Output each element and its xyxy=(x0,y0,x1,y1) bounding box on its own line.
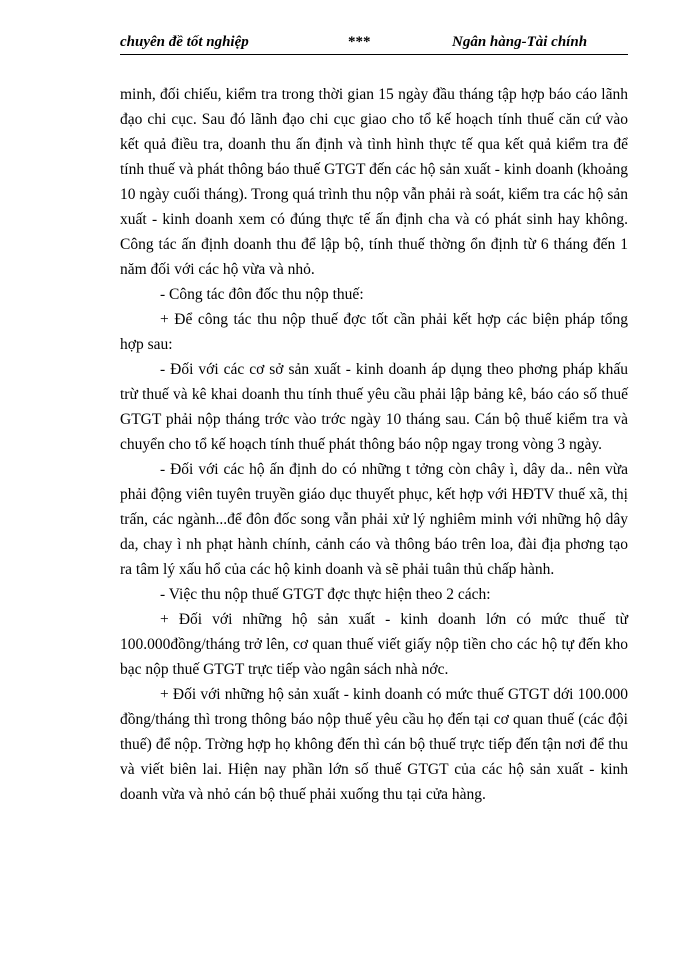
page-header xyxy=(120,34,628,54)
paragraph-7: + Đối với những hộ sản xuất - kinh doanh lớn có mức thuế từ 100.000đồng/tháng trở lên, cơ quan thuế viết giấy nộp tiền cho các hộ tự đến kho bạc nộp thuế GTGT trực tiếp vào ngân sách nhà nớc. xyxy=(120,611,628,678)
paragraph-2: - Công tác đôn đốc thu nộp thuế: xyxy=(160,286,364,303)
header-center-text: *** xyxy=(348,34,371,50)
paragraph-8: + Đối với những hộ sản xuất - kinh doanh có mức thuế GTGT dới 100.000 đồng/tháng thì trong thông báo nộp thuế yêu cầu họ đến tại cơ quan thuế (các đội thuế) để nộp. Trờng hợp họ không đến thì cán bộ thuế trực tiếp đến tận nơi để thu và viết biên lai. Hiện nay phần lớn số thuế GTGT của các hộ sản xuất - kinh doanh vừa và nhỏ cán bộ thuế phải xuống thu tại cửa hàng. xyxy=(120,686,628,803)
paragraph-6: - Việc thu nộp thuế GTGT đợc thực hiện theo 2 cách: xyxy=(160,586,491,603)
paragraph-1: minh, đối chiếu, kiểm tra trong thời gian 15 ngày đầu tháng tập hợp báo cáo lãnh đạo chi cục. Sau đó lãnh đạo chi cục giao cho tổ kế hoạch tính thuế căn cứ vào kết quả điều tra, doanh thu ấn định và tình hình thực tế qua kết quả kiểm tra để tính thuế và phát thông báo thuế GTGT đến các hộ sản xuất - kinh doanh (khoảng 10 ngày cuối tháng). Trong quá trình thu nộp vẫn phải rà soát, kiểm tra các hộ sản xuất - kinh doanh xem có đúng thực tế ấn định cha và có phát sinh hay không. Công tác ấn định doanh thu để lập bộ, tính thuế thờng ổn định từ 6 tháng đến 1 năm đối với các hộ vừa và nhỏ. xyxy=(120,86,628,278)
paragraph-4: - Đối với các cơ sở sản xuất - kinh doanh áp dụng theo phơng pháp khấu trừ thuế và kê khai doanh thu tính thuế yêu cầu phải lập bảng kê, báo cáo số thuế GTGT phải nộp tháng trớc vào trớc ngày 10 tháng sau. Cán bộ thuế kiểm tra và chuyển cho tổ kế hoạch tính thuế phát thông báo nộp ngay trong vòng 3 ngày. xyxy=(120,361,628,453)
header-left-text: chuyên đề tốt nghiệp xyxy=(120,34,249,50)
paragraph-3: + Để công tác thu nộp thuế đợc tốt cần phải kết hợp các biện pháp tổng hợp sau: xyxy=(120,311,628,353)
paragraph-5: - Đối với các hộ ấn định do có những t tởng còn chây ì, dây da.. nên vừa phải động viên tuyên truyền giáo dục thuyết phục, kết hợp với HĐTV thuế xã, thị trấn, các ngành...để đôn đốc song vẫn phải xử lý nghiêm minh với những hộ dây da, chay ì nh phạt hành chính, cảnh cáo và thông báo trên loa, đài địa phơng tạo ra tâm lý xấu hổ của các hộ kinh doanh và sẽ phải tuân thủ chấp hành. xyxy=(120,461,628,578)
document-body xyxy=(120,82,628,807)
header-right-text: Ngân hàng-Tài chính xyxy=(452,34,588,50)
header-rule xyxy=(120,54,628,55)
